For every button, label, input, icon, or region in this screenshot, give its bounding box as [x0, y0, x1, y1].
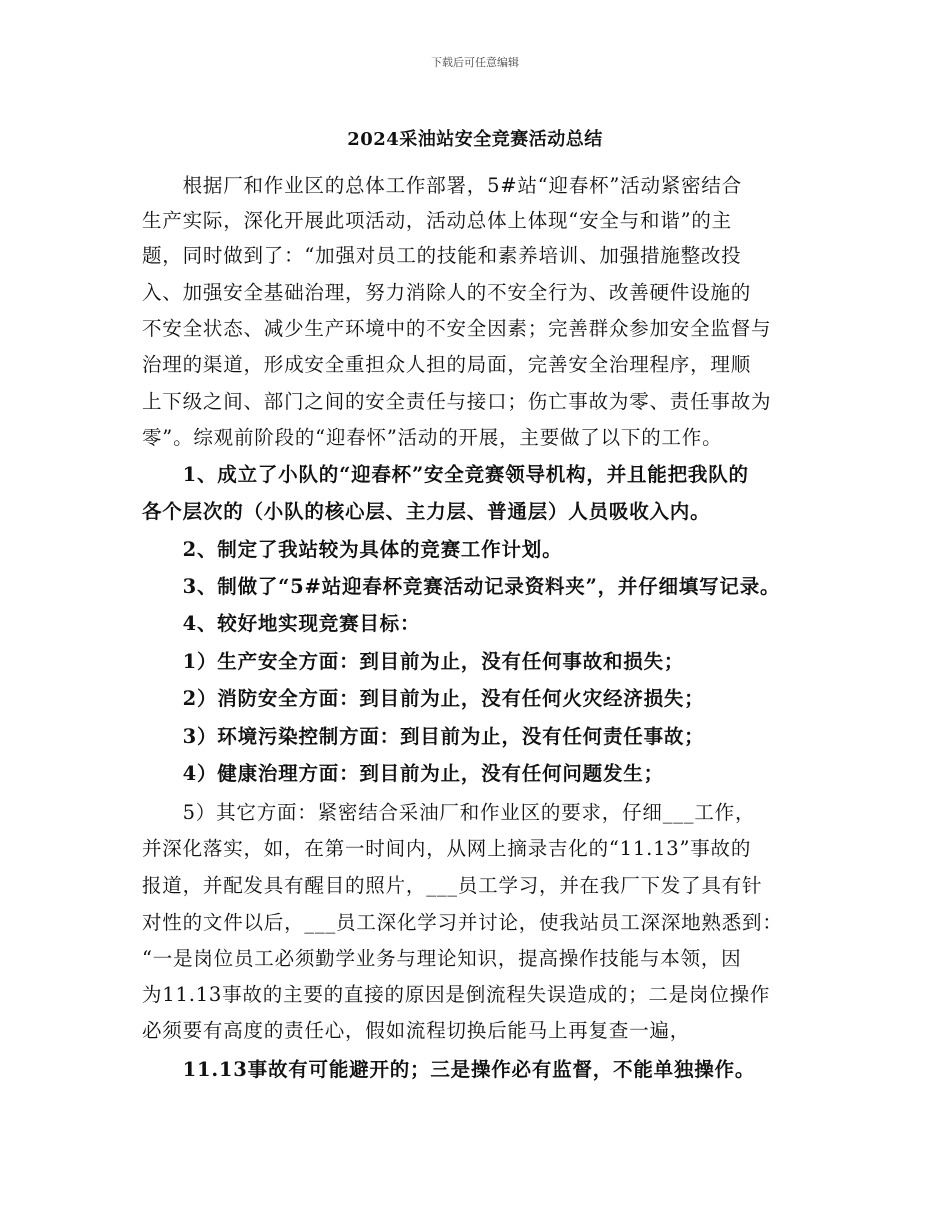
body-line: 零”。综观前阶段的“迎春怀”活动的开展，主要做了以下的工作。 — [142, 426, 723, 449]
body-line: 治理的渠道，形成安全重担众人担的局面，完善安全治理程序，理顺 — [142, 353, 752, 376]
list-item-line: 各个层次的（小队的核心层、主力层、普通层）人员吸收入内。 — [142, 500, 711, 523]
list-item-line: 2、制定了我站较为具体的竞赛工作计划。 — [142, 538, 563, 561]
list-item-line: 4）健康治理方面：到目前为止，没有任何问题发生； — [142, 762, 664, 785]
list-item-line: 4、较好地实现竞赛目标： — [142, 612, 421, 635]
body-line: 入、加强安全基础治理，努力消除人的不安全行为、改善硬件设施的 — [142, 281, 752, 304]
body-line: 5）其它方面：紧密结合采油厂和作业区的要求，仔细___工作， — [142, 801, 756, 824]
body-line: 不安全状态、减少生产环境中的不安全因素；完善群众参加安全监督与 — [142, 317, 772, 340]
list-item-line: 2）消防安全方面：到目前为止，没有任何火灾经济损失； — [142, 687, 705, 710]
body-line: 必须要有高度的责任心，假如流程切换后能马上再复查一遍， — [142, 1019, 691, 1042]
body-line: 生产实际，深化开展此项活动，活动总体上体现“安全与和谐”的主 — [142, 209, 732, 232]
list-item-line: 3、制做了“5#站迎春杯竞赛活动记录资料夹”，并仔细填写记录。 — [142, 575, 781, 598]
body-line: 为11.13事故的主要的直接的原因是倒流程失误造成的；二是岗位操作 — [142, 983, 771, 1006]
body-line: 题，同时做到了：“加强对员工的技能和素养培训、加强措施整改投 — [142, 244, 742, 267]
list-item-line: 1、成立了小队的“迎春杯”安全竞赛领导机构，并且能把我队的 — [142, 463, 749, 486]
body-line: 上下级之间、部门之间的安全责任与接口；伤亡事故为零、责任事故为 — [142, 390, 772, 413]
list-item-line: 11.13事故有可能避开的；三是操作必有监督，不能单独操作。 — [142, 1058, 756, 1081]
body-line: “一是岗位员工必须勤学业务与理论知识，提高操作技能与本领，因 — [142, 947, 742, 970]
document-title: 2024采油站安全竞赛活动总结 — [347, 129, 603, 150]
list-item-line: 1）生产安全方面：到目前为止，没有任何事故和损失； — [142, 650, 685, 673]
body-line: 根据厂和作业区的总体工作部署，5#站“迎春杯”活动紧密结合 — [142, 174, 742, 197]
body-line: 报道，并配发具有醒目的照片，___员工学习，并在我厂下发了具有针 — [142, 874, 763, 897]
page-header: 下载后可任意编辑 — [431, 56, 519, 69]
list-item-line: 3）环境污染控制方面：到目前为止，没有任何责任事故； — [142, 725, 705, 748]
body-line: 并深化落实，如，在第一时间内，从网上摘录吉化的“11.13”事故的 — [142, 837, 752, 860]
body-line: 对性的文件以后，___员工深化学习并讨论，使我站员工深深地熟悉到： — [142, 911, 783, 934]
